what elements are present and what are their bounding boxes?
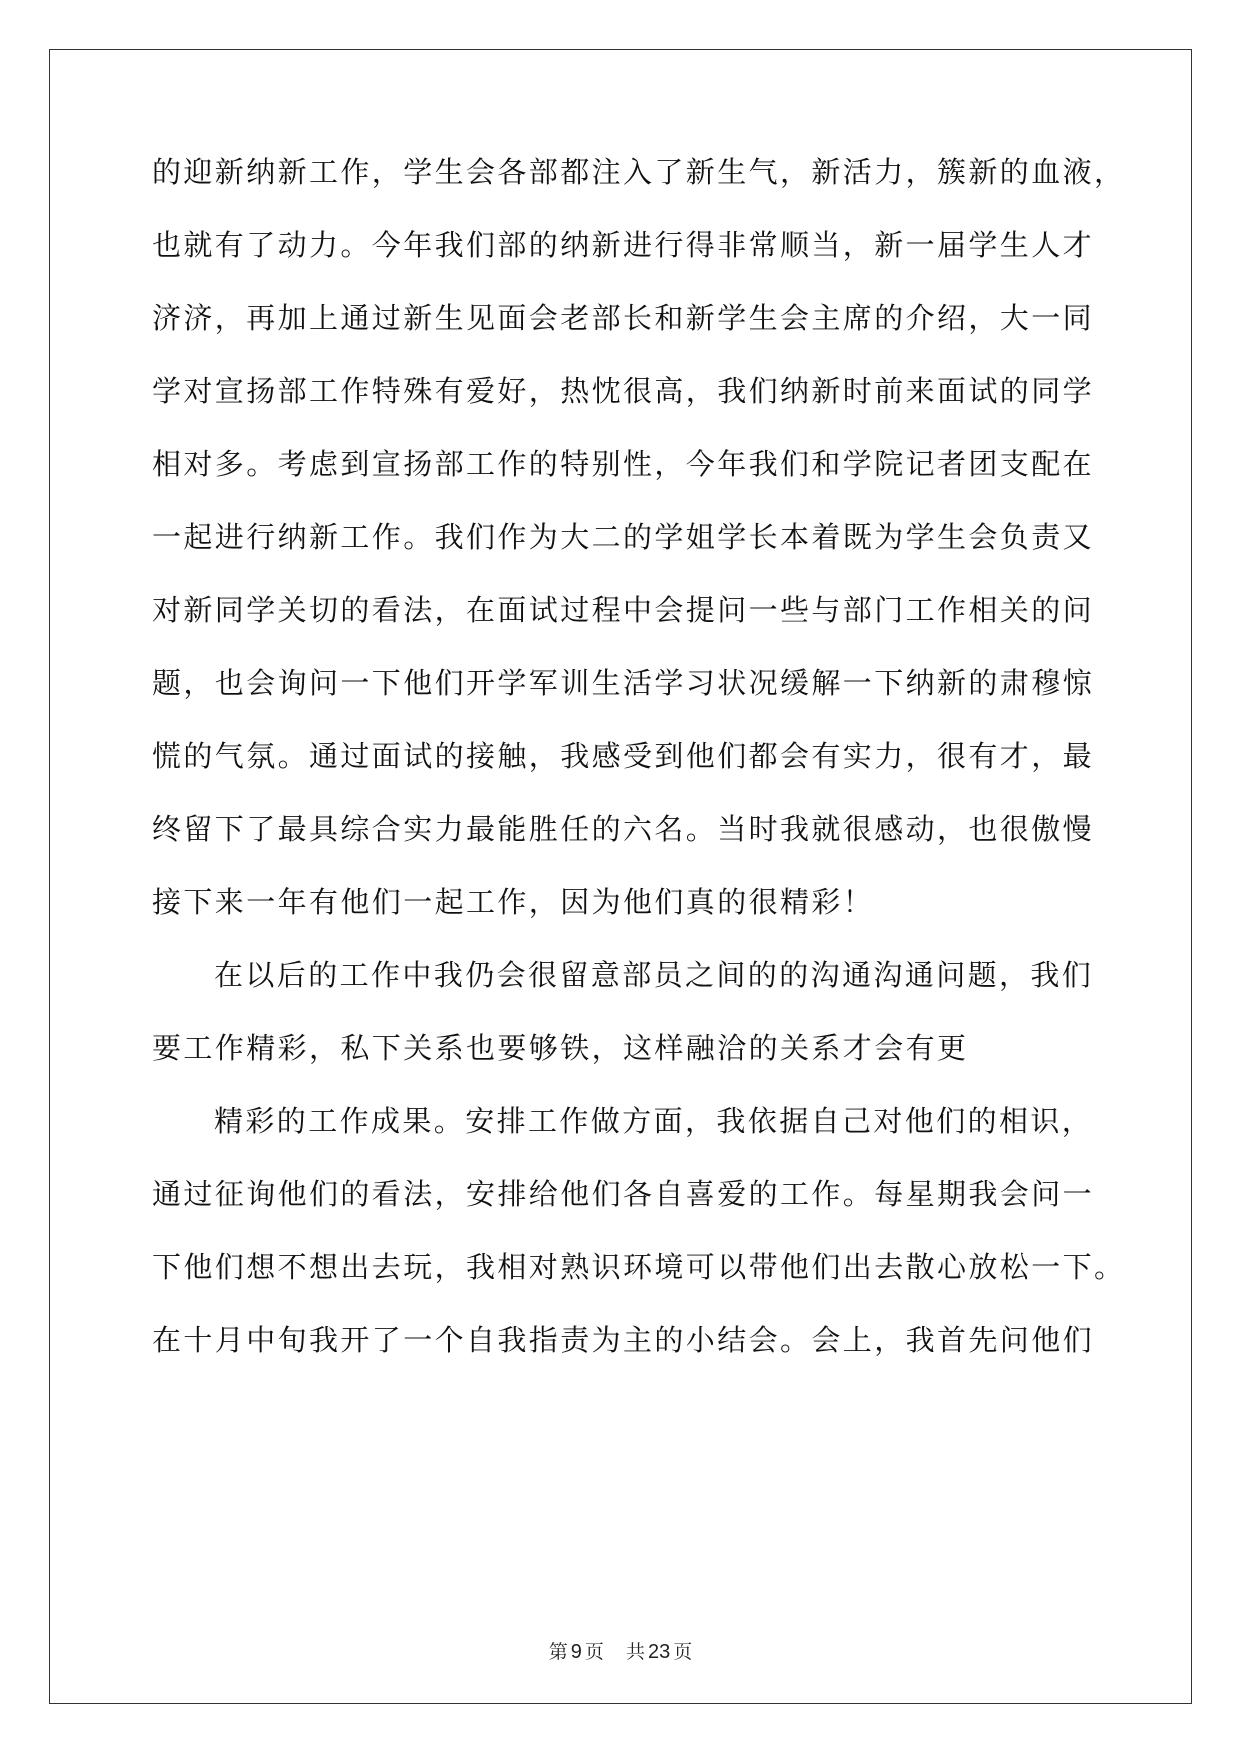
text-line: 也就有了动力。今年我们部的纳新进行得非常顺当，新一届学生人才: [152, 228, 1095, 262]
text-line: 在十月中旬我开了一个自我指责为主的小结会。会上，我首先问他们: [152, 1323, 1095, 1357]
total-suffix: 页: [673, 1641, 693, 1663]
page-suffix: 页: [584, 1641, 604, 1663]
text-line: 对新同学关切的看法，在面试过程中会提问一些与部门工作相关的问: [152, 593, 1095, 627]
text-line: 学对宣扬部工作特殊有爱好，热忱很高，我们纳新时前来面试的同学: [152, 374, 1095, 408]
total-prefix: 共: [625, 1641, 645, 1663]
page-prefix: 第: [548, 1641, 568, 1663]
text-line: 题，也会询问一下他们开学军训生活学习状况缓解一下纳新的肃穆惊: [152, 666, 1095, 700]
total-pages: 23: [647, 1641, 671, 1663]
text-line: 通过征询他们的看法，安排给他们各自喜爱的工作。每星期我会问一: [152, 1177, 1095, 1211]
text-line: 慌的气氛。通过面试的接触，我感受到他们都会有实力，很有才，最: [152, 739, 1095, 773]
text-line: 一起进行纳新工作。我们作为大二的学姐学长本着既为学生会负责又: [152, 520, 1095, 554]
text-line: 终留下了最具综合实力最能胜任的六名。当时我就很感动，也很傲慢: [152, 812, 1095, 846]
text-line: 接下来一年有他们一起工作，因为他们真的很精彩！: [152, 885, 875, 919]
text-line: 济济，再加上通过新生见面会老部长和新学生会主席的介绍，大一同: [152, 301, 1095, 335]
page-footer: [0, 1640, 1241, 1664]
paragraph-first-line: 精彩的工作成果。安排工作做方面，我依据自己对他们的相识，: [214, 1104, 1094, 1138]
text-line: 要工作精彩，私下关系也要够铁，这样融洽的关系才会有更: [152, 1031, 969, 1065]
paragraph-first-line: 在以后的工作中我仍会很留意部员之间的的沟通沟通问题，我们: [214, 958, 1094, 992]
text-line: 相对多。考虑到宣扬部工作的特别性，今年我们和学院记者团支配在: [152, 447, 1095, 481]
text-line: 下他们想不想出去玩，我相对熟识环境可以带他们出去散心放松一下。: [152, 1250, 1126, 1284]
text-line: 的迎新纳新工作，学生会各部都注入了新生气，新活力，簇新的血液，: [152, 155, 1126, 189]
page-number: 9: [570, 1641, 582, 1663]
page-frame: [49, 49, 1192, 1704]
